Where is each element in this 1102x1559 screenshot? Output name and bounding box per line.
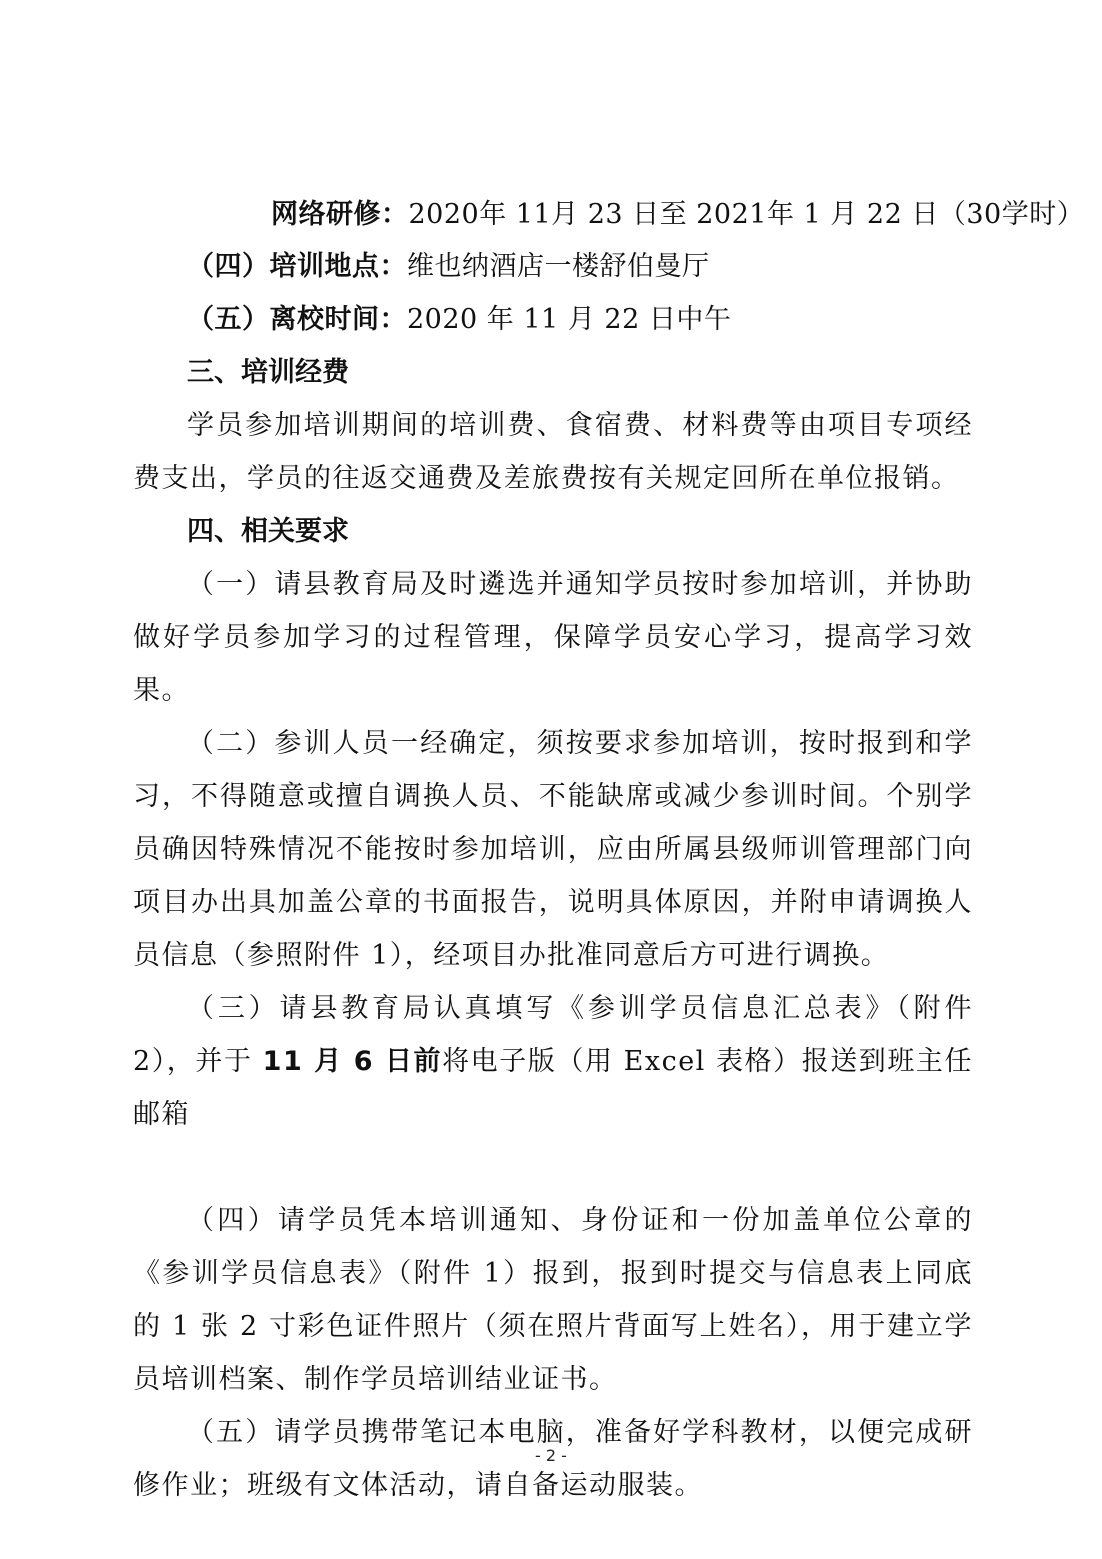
online-training-line [133,190,1085,240]
section-4-heading: 四、相关要求 [187,516,349,547]
training-location-value: 维也纳酒店一楼舒伯曼厅 [407,251,710,282]
departure-time-line [133,293,973,346]
requirement-item-2: （二）参训人员一经确定，须按要求参加培训，按时报到和学习，不得随意或擅自调换人员、不能缺席或减少参训时间。个别学员确因特殊情况不能按时参加培训，应由所属县级师训管理部门向项目办出具加盖公章的书面报告，说明具体原因，并附申请调换人员信息（参照附件 1），经项目办批准同意后方可进行调换。 [133,728,973,971]
requirement-item-4: （四）请学员凭本培训通知、身份证和一份加盖单位公章的《参训学员信息表》（附件 1）报到，报到时提交与信息表上同底的 1 张 2 寸彩色证件照片（须在照片背面写上姓名），用于建立学员培训档案、制作学员培训结业证书。 [133,1205,973,1395]
requirement-item-3-end: 将电子版（用 Excel 表格）报送到班主任邮箱 [133,1046,973,1130]
requirement-item-1: （一）请县教育局及时遴选并通知学员按时参加培训，并协助做好学员参加学习的过程管理，保障学员安心学习，提高学习效果。 [133,569,973,706]
training-location-line [133,240,973,293]
departure-time-label: （五）离校时间： [187,304,407,335]
section-3-heading: 三、培训经费 [187,357,349,388]
requirement-item-5: （五）请学员携带笔记本电脑，准备好学科教材，以便完成研修作业；班级有文体活动，请自备运动服装。 [133,1417,973,1501]
online-training-value: 2020年 11月 23 日至 2021年 1 月 22 日（30学时） [408,199,1085,230]
requirement-item-3-deadline: 11 月 6 日前 [262,1046,443,1077]
online-training-label: 网络研修： [271,199,409,230]
requirement-item-3 [133,982,973,1141]
section-3-body: 学员参加培训期间的培训费、食宿费、材料费等由项目专项经费支出，学员的往返交通费及差旅费按有关规定回所在单位报销。 [133,410,973,494]
departure-time-value: 2020 年 11 月 22 日中午 [407,304,732,335]
page-number: - 2 - [535,1446,567,1465]
training-location-label: （四）培训地点： [187,251,407,282]
requirement-item-3-start: （三）请县教育局认真填写《参训学员信息汇总表》（附件 2），并于 [133,993,973,1077]
blank-line [133,1141,973,1194]
document-body [133,190,1085,1512]
